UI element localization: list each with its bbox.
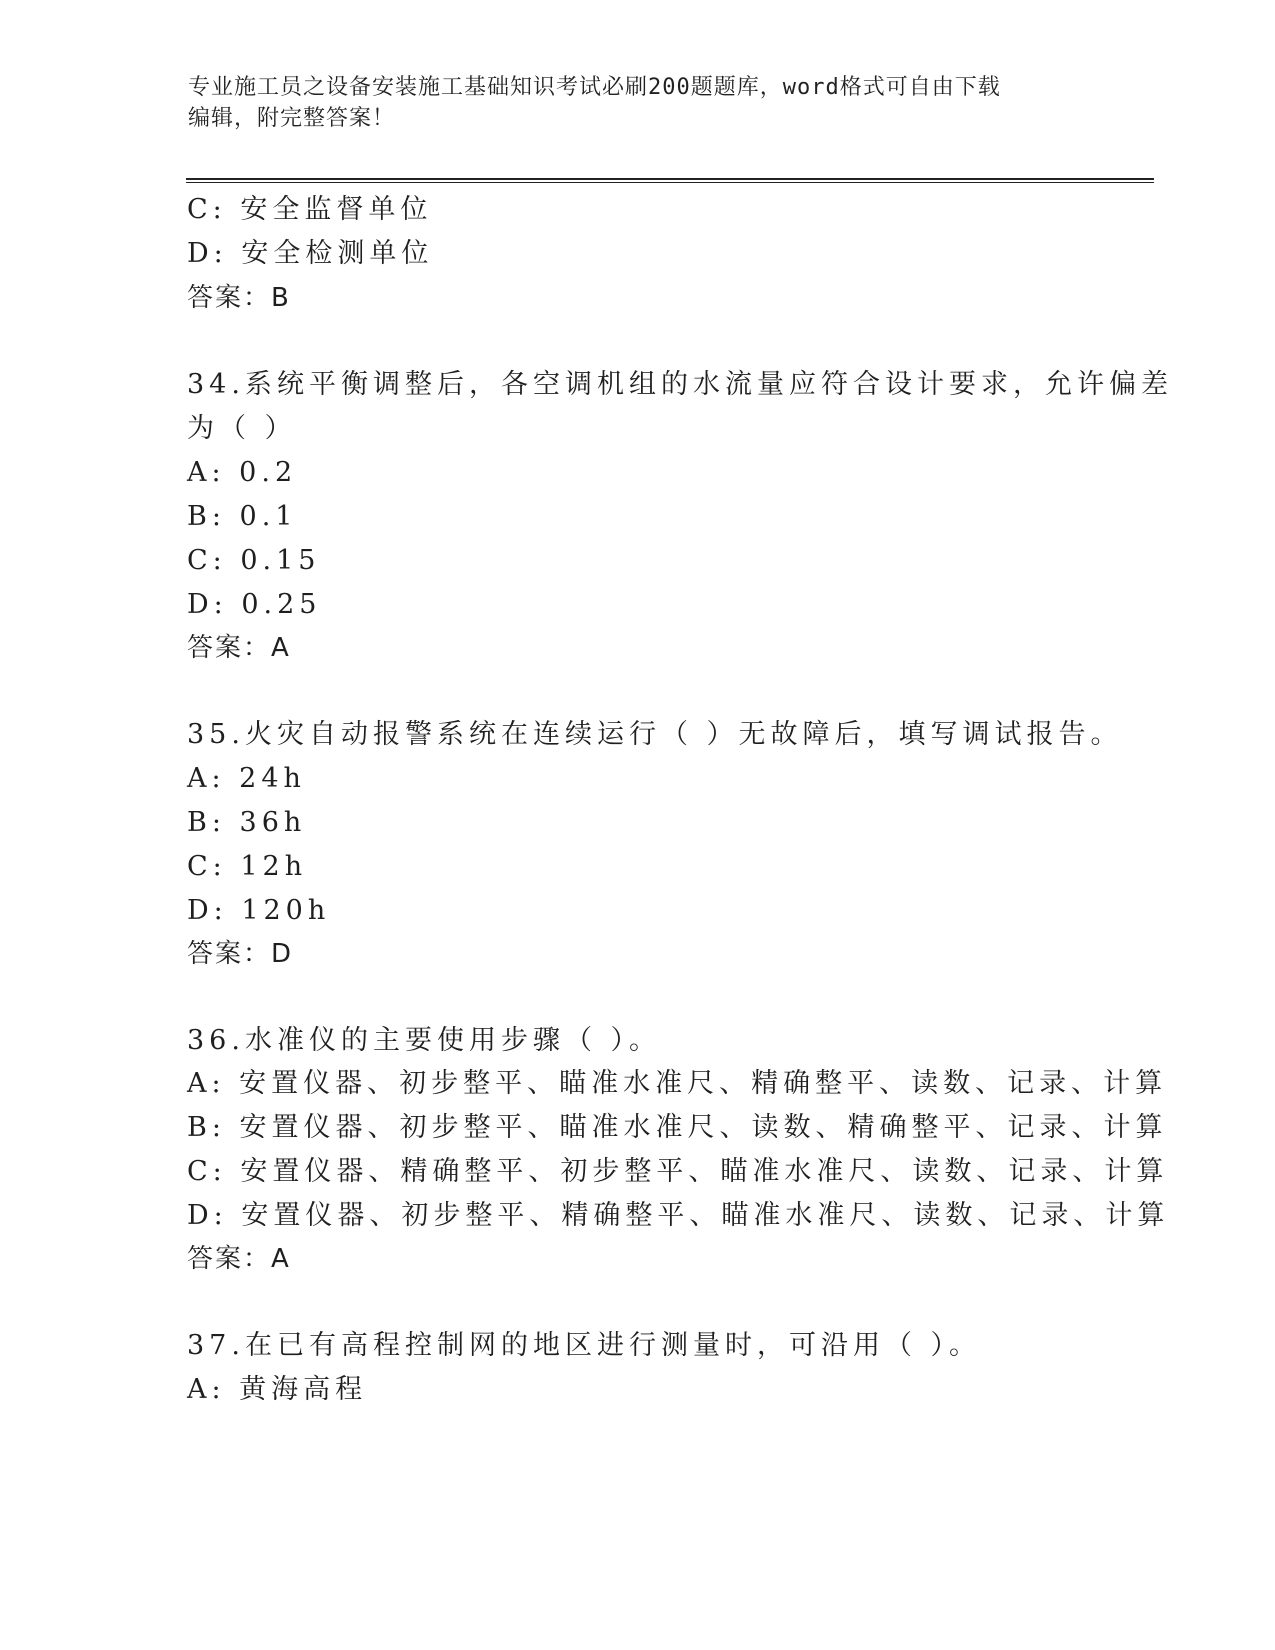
q33-option-c: C: 安全监督单位: [187, 194, 433, 225]
q36-option-c: C: 安置仪器、精确整平、初步整平、瞄准水准尺、读数、记录、计算: [187, 1156, 1169, 1187]
q35-stem: 35.火灾自动报警系统在连续运行（ ）无故障后，填写调试报告。: [187, 719, 1123, 750]
q34-option-d: D: 0.25: [187, 589, 322, 620]
q36-answer: 答案：A: [187, 1244, 291, 1274]
q34-option-b: B: 0.1: [187, 501, 298, 532]
q36-stem: 36.水准仪的主要使用步骤（ ）。: [187, 1025, 662, 1056]
q34-option-a: A: 0.2: [187, 457, 298, 488]
q34-stem-line-2: 为（ ）: [187, 413, 297, 444]
q35-answer: 答案：D: [187, 939, 294, 969]
q35-option-d: D: 120h: [187, 895, 331, 926]
q34-option-c: C: 0.15: [187, 545, 321, 576]
q37-stem: 37.在已有高程控制网的地区进行测量时，可沿用（ ）。: [187, 1330, 982, 1361]
q34-stem-line-1: 34.系统平衡调整后，各空调机组的水流量应符合设计要求，允许偏差: [187, 369, 1173, 400]
q35-option-b: B: 36h: [187, 807, 307, 838]
header-title-line-1: 专业施工员之设备安装施工基础知识考试必刷200题题库，word格式可自由下载: [188, 75, 1001, 100]
document-header: [188, 72, 1068, 134]
header-title-line-2: 编辑，附完整答案！: [188, 106, 396, 131]
q37-option-a: A: 黄海高程: [187, 1374, 368, 1405]
q36-option-a: A: 安置仪器、初步整平、瞄准水准尺、精确整平、读数、记录、计算: [187, 1068, 1168, 1099]
q34-answer: 答案：A: [187, 633, 291, 663]
q35-option-c: C: 12h: [187, 851, 308, 882]
q36-option-d: D: 安置仪器、初步整平、精确整平、瞄准水准尺、读数、记录、计算: [187, 1200, 1170, 1231]
q33-option-d: D: 安全检测单位: [187, 238, 434, 269]
q36-option-b: B: 安置仪器、初步整平、瞄准水准尺、读数、精确整平、记录、计算: [187, 1112, 1168, 1143]
q35-option-a: A: 24h: [187, 763, 306, 794]
header-divider: [186, 178, 1154, 183]
q33-answer: 答案：B: [187, 283, 291, 313]
